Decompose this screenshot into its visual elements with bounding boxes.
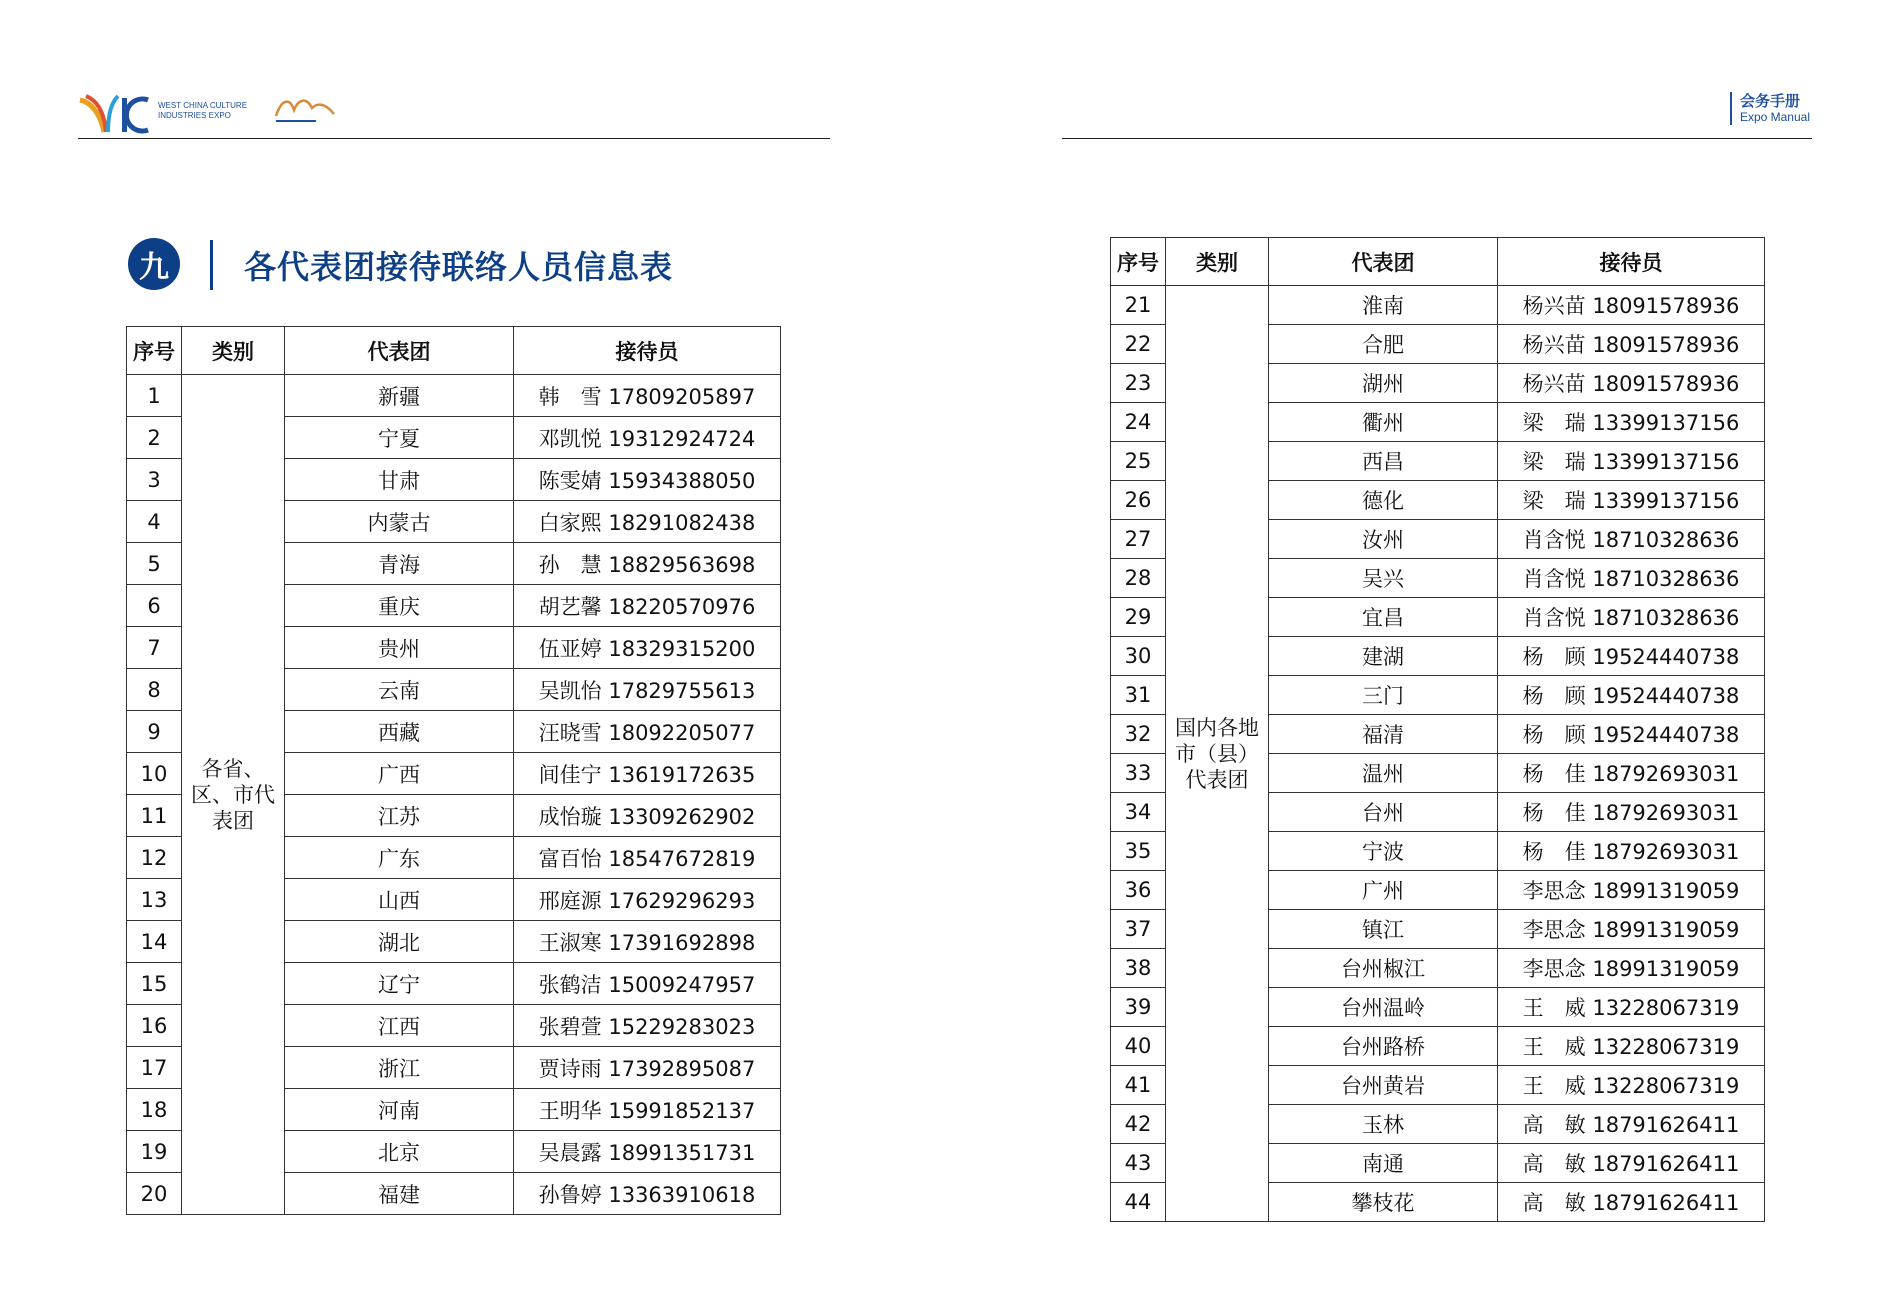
delegation-cell: 广州	[1269, 871, 1498, 910]
row-number: 2	[127, 417, 182, 459]
receptionist-cell: 李思念 18991319059	[1498, 871, 1765, 910]
row-number: 33	[1111, 754, 1166, 793]
row-number: 1	[127, 375, 182, 417]
receptionist-cell: 胡艺馨 18220570976	[514, 585, 781, 627]
receptionist-cell: 孙鲁婷 13363910618	[514, 1173, 781, 1215]
delegation-cell: 吴兴	[1269, 559, 1498, 598]
receptionist-cell: 杨兴苗 18091578936	[1498, 364, 1765, 403]
delegation-cell: 江西	[285, 1005, 514, 1047]
col-header-no: 序号	[127, 327, 182, 375]
row-number: 43	[1111, 1144, 1166, 1183]
delegation-cell: 三门	[1269, 676, 1498, 715]
row-number: 10	[127, 753, 182, 795]
row-number: 9	[127, 711, 182, 753]
row-number: 4	[127, 501, 182, 543]
receptionist-cell: 梁 瑞 13399137156	[1498, 481, 1765, 520]
receptionist-cell: 间佳宁 13619172635	[514, 753, 781, 795]
receptionist-cell: 吴凯怡 17829755613	[514, 669, 781, 711]
row-number: 6	[127, 585, 182, 627]
row-number: 41	[1111, 1066, 1166, 1105]
receptionist-cell: 伍亚婷 18329315200	[514, 627, 781, 669]
right-contact-table	[1110, 237, 1765, 1222]
row-number: 34	[1111, 793, 1166, 832]
col-header-category: 类别	[182, 327, 285, 375]
delegation-cell: 建湖	[1269, 637, 1498, 676]
delegation-cell: 镇江	[1269, 910, 1498, 949]
delegation-cell: 重庆	[285, 585, 514, 627]
col-header-receptionist: 接待员	[514, 327, 781, 375]
row-number: 27	[1111, 520, 1166, 559]
table-row	[1111, 286, 1765, 325]
receptionist-cell: 李思念 18991319059	[1498, 949, 1765, 988]
col-header-delegation: 代表团	[285, 327, 514, 375]
receptionist-cell: 杨 佳 18792693031	[1498, 793, 1765, 832]
logo-text-line1: WEST CHINA CULTURE	[158, 101, 248, 110]
receptionist-cell: 杨兴苗 18091578936	[1498, 286, 1765, 325]
row-number: 24	[1111, 403, 1166, 442]
row-number: 40	[1111, 1027, 1166, 1066]
section-title: 各代表团接待联络人员信息表	[244, 248, 674, 286]
table-header-row	[1111, 238, 1765, 286]
delegation-cell: 台州	[1269, 793, 1498, 832]
receptionist-cell: 肖含悦 18710328636	[1498, 520, 1765, 559]
delegation-cell: 浙江	[285, 1047, 514, 1089]
row-number: 19	[127, 1131, 182, 1173]
row-number: 13	[127, 879, 182, 921]
row-number: 7	[127, 627, 182, 669]
delegation-cell: 河南	[285, 1089, 514, 1131]
delegation-cell: 玉林	[1269, 1105, 1498, 1144]
header-rule-right	[1062, 138, 1812, 139]
row-number: 18	[127, 1089, 182, 1131]
delegation-cell: 内蒙古	[285, 501, 514, 543]
logo-text-line2: INDUSTRIES EXPO	[158, 111, 231, 120]
receptionist-cell: 梁 瑞 13399137156	[1498, 442, 1765, 481]
row-number: 37	[1111, 910, 1166, 949]
partner-logo	[272, 92, 342, 126]
delegation-cell: 江苏	[285, 795, 514, 837]
receptionist-cell: 杨 顾 19524440738	[1498, 637, 1765, 676]
delegation-cell: 宁波	[1269, 832, 1498, 871]
header-rule-left	[78, 138, 830, 139]
receptionist-cell: 张碧萱 15229283023	[514, 1005, 781, 1047]
delegation-cell: 台州椒江	[1269, 949, 1498, 988]
delegation-cell: 台州黄岩	[1269, 1066, 1498, 1105]
delegation-cell: 西昌	[1269, 442, 1498, 481]
receptionist-cell: 高 敏 18791626411	[1498, 1144, 1765, 1183]
manual-cn: 会务手册	[1739, 92, 1800, 110]
delegation-cell: 福清	[1269, 715, 1498, 754]
delegation-cell: 青海	[285, 543, 514, 585]
manual-en: Expo Manual	[1739, 110, 1810, 124]
receptionist-cell: 富百怡 18547672819	[514, 837, 781, 879]
delegation-cell: 宜昌	[1269, 598, 1498, 637]
receptionist-cell: 王明华 15991852137	[514, 1089, 781, 1131]
delegation-cell: 汝州	[1269, 520, 1498, 559]
row-number: 38	[1111, 949, 1166, 988]
receptionist-cell: 吴晨露 18991351731	[514, 1131, 781, 1173]
category-cell: 各省、区、市代表团	[182, 375, 285, 1215]
row-number: 32	[1111, 715, 1166, 754]
row-number: 35	[1111, 832, 1166, 871]
receptionist-cell: 邢庭源 17629296293	[514, 879, 781, 921]
receptionist-cell: 高 敏 18791626411	[1498, 1183, 1765, 1222]
delegation-cell: 南通	[1269, 1144, 1498, 1183]
receptionist-cell: 杨 顾 19524440738	[1498, 676, 1765, 715]
row-number: 12	[127, 837, 182, 879]
delegation-cell: 淮南	[1269, 286, 1498, 325]
expo-manual-label	[1730, 92, 1810, 125]
table-row	[127, 375, 781, 417]
row-number: 17	[127, 1047, 182, 1089]
row-number: 44	[1111, 1183, 1166, 1222]
receptionist-cell: 成怡璇 13309262902	[514, 795, 781, 837]
row-number: 28	[1111, 559, 1166, 598]
receptionist-cell: 王 威 13228067319	[1498, 988, 1765, 1027]
delegation-cell: 衢州	[1269, 403, 1498, 442]
row-number: 22	[1111, 325, 1166, 364]
receptionist-cell: 梁 瑞 13399137156	[1498, 403, 1765, 442]
left-contact-table	[126, 326, 781, 1215]
row-number: 36	[1111, 871, 1166, 910]
delegation-cell: 西藏	[285, 711, 514, 753]
row-number: 8	[127, 669, 182, 711]
receptionist-cell: 杨 佳 18792693031	[1498, 754, 1765, 793]
row-number: 23	[1111, 364, 1166, 403]
delegation-cell: 台州温岭	[1269, 988, 1498, 1027]
delegation-cell: 贵州	[285, 627, 514, 669]
receptionist-cell: 贾诗雨 17392895087	[514, 1047, 781, 1089]
delegation-cell: 德化	[1269, 481, 1498, 520]
category-cell: 国内各地市（县）代表团	[1166, 286, 1269, 1222]
receptionist-cell: 杨 顾 19524440738	[1498, 715, 1765, 754]
receptionist-cell: 李思念 18991319059	[1498, 910, 1765, 949]
col-header-receptionist: 接待员	[1498, 238, 1765, 286]
table-header-row	[127, 327, 781, 375]
col-header-no: 序号	[1111, 238, 1166, 286]
col-header-delegation: 代表团	[1269, 238, 1498, 286]
delegation-cell: 广西	[285, 753, 514, 795]
section-number-badge: 九	[128, 238, 180, 290]
receptionist-cell: 孙 慧 18829563698	[514, 543, 781, 585]
section-divider	[210, 240, 213, 290]
row-number: 14	[127, 921, 182, 963]
row-number: 25	[1111, 442, 1166, 481]
row-number: 42	[1111, 1105, 1166, 1144]
receptionist-cell: 杨兴苗 18091578936	[1498, 325, 1765, 364]
delegation-cell: 辽宁	[285, 963, 514, 1005]
receptionist-cell: 高 敏 18791626411	[1498, 1105, 1765, 1144]
delegation-cell: 攀枝花	[1269, 1183, 1498, 1222]
receptionist-cell: 杨 佳 18792693031	[1498, 832, 1765, 871]
delegation-cell: 温州	[1269, 754, 1498, 793]
row-number: 5	[127, 543, 182, 585]
row-number: 31	[1111, 676, 1166, 715]
delegation-cell: 宁夏	[285, 417, 514, 459]
delegation-cell: 湖州	[1269, 364, 1498, 403]
receptionist-cell: 肖含悦 18710328636	[1498, 559, 1765, 598]
receptionist-cell: 白家熙 18291082438	[514, 501, 781, 543]
row-number: 11	[127, 795, 182, 837]
delegation-cell: 新疆	[285, 375, 514, 417]
receptionist-cell: 王 威 13228067319	[1498, 1027, 1765, 1066]
receptionist-cell: 张鹤洁 15009247957	[514, 963, 781, 1005]
receptionist-cell: 肖含悦 18710328636	[1498, 598, 1765, 637]
delegation-cell: 广东	[285, 837, 514, 879]
delegation-cell: 云南	[285, 669, 514, 711]
col-header-category: 类别	[1166, 238, 1269, 286]
row-number: 39	[1111, 988, 1166, 1027]
receptionist-cell: 王 威 13228067319	[1498, 1066, 1765, 1105]
receptionist-cell: 陈雯婧 15934388050	[514, 459, 781, 501]
delegation-cell: 山西	[285, 879, 514, 921]
receptionist-cell: 汪晓雪 18092205077	[514, 711, 781, 753]
receptionist-cell: 邓凯悦 19312924724	[514, 417, 781, 459]
row-number: 15	[127, 963, 182, 1005]
delegation-cell: 湖北	[285, 921, 514, 963]
row-number: 16	[127, 1005, 182, 1047]
delegation-cell: 福建	[285, 1173, 514, 1215]
row-number: 21	[1111, 286, 1166, 325]
row-number: 29	[1111, 598, 1166, 637]
delegation-cell: 合肥	[1269, 325, 1498, 364]
delegation-cell: 甘肃	[285, 459, 514, 501]
row-number: 20	[127, 1173, 182, 1215]
receptionist-cell: 韩 雪 17809205897	[514, 375, 781, 417]
row-number: 3	[127, 459, 182, 501]
receptionist-cell: 王淑寒 17391692898	[514, 921, 781, 963]
delegation-cell: 北京	[285, 1131, 514, 1173]
delegation-cell: 台州路桥	[1269, 1027, 1498, 1066]
row-number: 30	[1111, 637, 1166, 676]
row-number: 26	[1111, 481, 1166, 520]
